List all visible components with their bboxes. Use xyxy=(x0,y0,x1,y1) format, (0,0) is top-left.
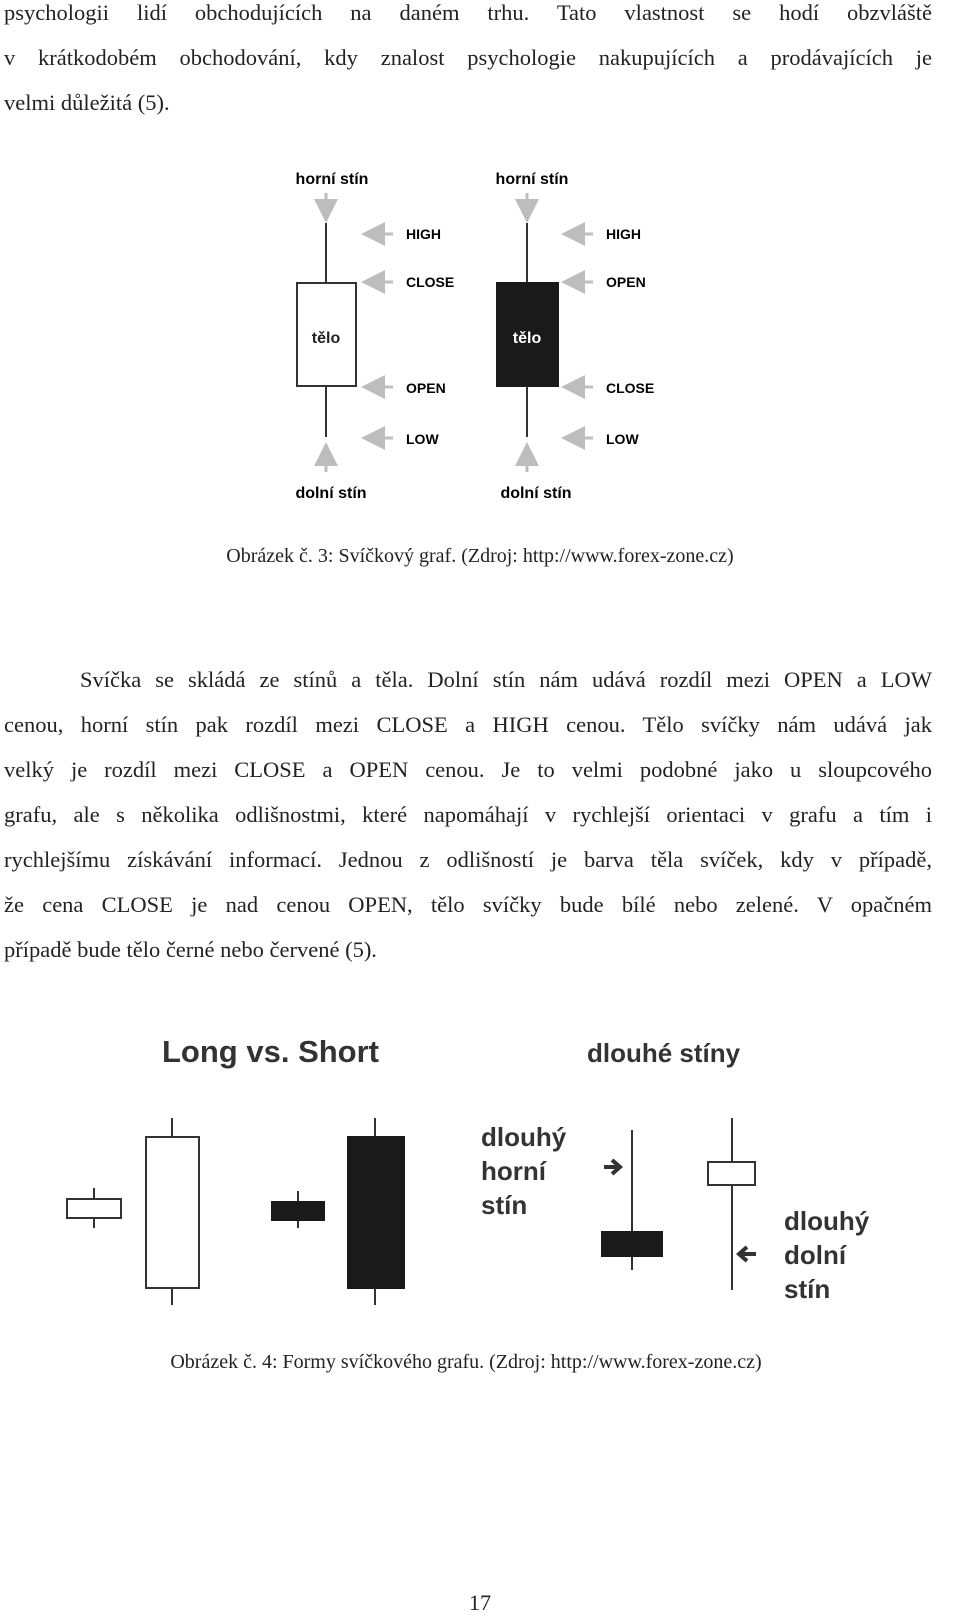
level-label: LOW xyxy=(406,431,439,447)
level-label: HIGH xyxy=(606,226,641,242)
level-label: OPEN xyxy=(406,380,446,396)
long-shadows-title: dlouhé stíny xyxy=(587,1038,741,1068)
short-black-candle xyxy=(272,1202,324,1220)
text-line: že cena CLOSE je nad cenou OPEN, tělo svíčky bude bílé nebo zelené. V opačném xyxy=(4,892,932,917)
text-line: velmi důležitá (5). xyxy=(4,90,170,115)
level-label: CLOSE xyxy=(606,380,655,396)
text-line: psychologii lidí obchodujících na daném trhu. Tato vlastnost se hodí obzvláště xyxy=(4,0,932,25)
long-upper-shadow-label: horní xyxy=(481,1156,546,1186)
level-label: LOW xyxy=(606,431,639,447)
text-line: grafu, ale s několika odlišnostmi, které napomáhají v rychlejší orientaci v grafu a tím i xyxy=(4,802,932,827)
upper-shadow-label: horní stín xyxy=(495,171,569,188)
text-line: Svíčka se skládá ze stínů a těla. Dolní stín nám udává rozdíl mezi OPEN a LOW xyxy=(80,667,932,692)
body-label: tělo xyxy=(311,330,341,347)
long-upper-shadow-label: dlouhý xyxy=(481,1122,567,1152)
long-upper-shadow-label: stín xyxy=(481,1190,528,1220)
white-candle-long-lower-shadow xyxy=(708,1162,755,1185)
lower-shadow-label: dolní stín xyxy=(500,485,572,502)
right-arrow-icon xyxy=(604,1160,620,1174)
text-line: případě bude tělo černé nebo červené (5). xyxy=(4,937,377,962)
text-line: cenou, horní stín pak rozdíl mezi CLOSE a HIGH cenou. Tělo svíčky nám udává jak xyxy=(4,712,932,737)
black-candle-long-upper-shadow xyxy=(602,1232,662,1256)
level-label: HIGH xyxy=(406,226,441,242)
level-label: CLOSE xyxy=(406,274,455,290)
lower-shadow-label: dolní stín xyxy=(295,485,367,502)
short-white-candle xyxy=(67,1199,121,1218)
upper-shadow-label: horní stín xyxy=(295,171,369,188)
long-lower-shadow-label: dlouhý xyxy=(784,1206,870,1236)
figure-4-caption: Obrázek č. 4: Formy svíčkového grafu. (Zdroj: http://www.forex-zone.cz) xyxy=(170,1351,762,1373)
long-white-candle xyxy=(146,1137,199,1288)
page-number: 17 xyxy=(469,1590,491,1615)
long-lower-shadow-label: stín xyxy=(784,1274,831,1304)
text-line: velký je rozdíl mezi CLOSE a OPEN cenou. Je to velmi podobné jako u sloupcového xyxy=(4,757,932,782)
long-black-candle xyxy=(348,1137,404,1288)
level-label: OPEN xyxy=(606,274,646,290)
long-vs-short-title: Long vs. Short xyxy=(162,1034,379,1069)
text-line: rychlejšímu získávání informací. Jednou z odlišností je barva těla svíček, kdy v případě, xyxy=(4,847,932,872)
text-line: v krátkodobém obchodování, kdy znalost psychologie nakupujících a prodávajících je xyxy=(4,45,932,70)
long-lower-shadow-label: dolní xyxy=(784,1240,847,1270)
left-arrow-icon xyxy=(739,1247,756,1261)
body-label: tělo xyxy=(512,330,542,347)
figure-3-caption: Obrázek č. 3: Svíčkový graf. (Zdroj: http://www.forex-zone.cz) xyxy=(226,545,734,567)
